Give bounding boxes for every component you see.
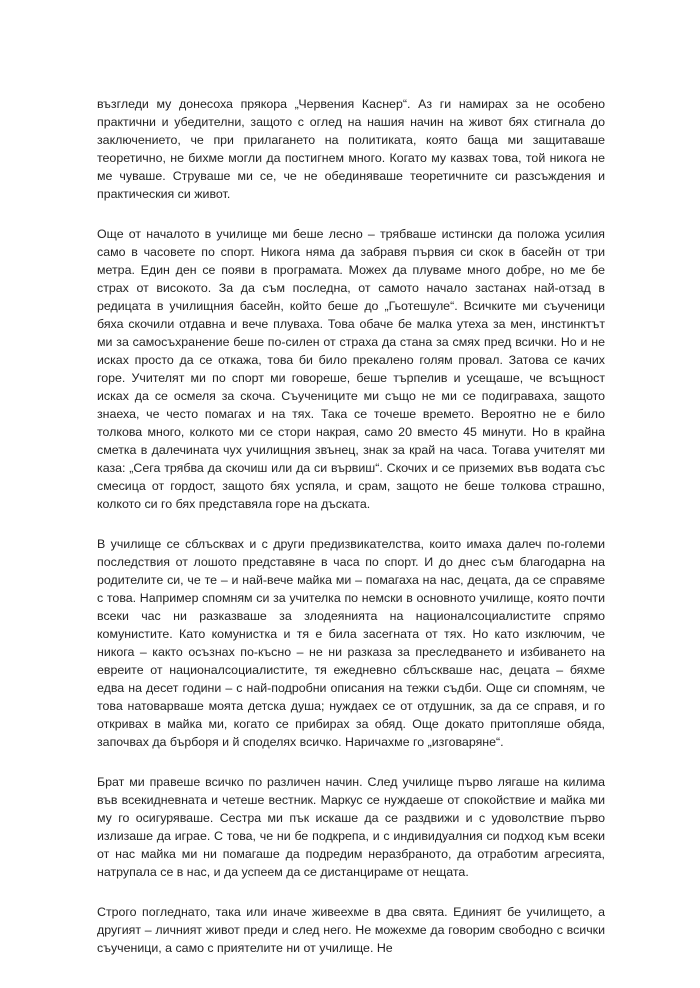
paragraph-3: В училище се сблъсквах и с други предизвикателства, които имаха далеч по-големи последствия от лошото представяне в часа по спорт. И до днес съм благодарна на родителите си, че те – и най-вече майка ми – помагаха на нас, децата, да се справяме с това. Например спомням си за учителка по немски в основното училище, която почти всеки час ни разказваше за злодеянията на националсоциалистите спрямо комунистите. Като комунистка и тя е била засегната от тях. Но като изключим, че никога – както осъзнах по-късно – не ни разказа за преследването и избиването на евреите от националсоциалистите, тя ежедневно сблъскваше нас, децата – бяхме едва на десет години – с най-подробни описания на тежки съдби. Още си спомням, че това натоварваше моята детска душа; нуждаех се от отдушник, за да се справя, и го откривах в майка ми, когато се прибирах за обяд. Още докато притопляше обяда, започвах да бърборя и й споделях всичко. Наричахме го „изговаряне“. bbox=[97, 537, 605, 749]
paragraph-2: Още от началото в училище ми беше лесно – трябваше истински да положа усилия само в часовете по спорт. Никога няма да забравя първия си скок в басейн от три метра. Един ден се появи в програмата. Можех да плуваме много добре, но ме бе страх от високото. За да съм последна, от самото начало застанах най-отзад в редицата в училищния басейн, който беше до „Гьотешуле“. Всичките ми съученици бяха скочили отдавна и вече плуваха. Това обаче бе малка утеха за мен, инстинктът ми за самосъхранение беше по-силен от страха да стана за смях пред всички. Но и не исках просто да се откажа, това би било прекалено голям провал. Затова се качих горе. Учителят ми по спорт ми говореше, беше търпелив и усещаше, че всъщност исках да се осмеля за скоча. Съучениците ми също не ми се подигравaха, защото знаеха, че често помагах и на тях. Така се точеше времето. Вероятно не е било толкова много, колкото ми се стори накрая, само 20 вместо 45 минути. Но в крайна сметка в далечината чух училищния звънец, знак за край на часа. Тогава учителят ми каза: „Сега трябва да скочиш или да си вървиш“. Скочих и се приземих във водата със смесица от гордост, защото бях успяла, и срам, защото не беше толкова страшно, колкото си го бях представяла горе на дъската. bbox=[97, 227, 605, 511]
document-page bbox=[97, 95, 605, 957]
paragraph-5: Строго погледнато, така или иначе живеехме в два свята. Единият бе училището, а другият – личният живот преди и след него. Не можехме да говорим свободно с всички съученици, а само с приятелите ни от училище. Не bbox=[97, 905, 605, 955]
paragraph-4: Брат ми правеше всичко по различен начин. След училище първо лягаше на килима във всекидневната и четеше вестник. Маркус се нуждаеше от спокойствие и майка ми му го осигуряваше. Сестра ми пък искаше да се раздвижи и с удоволствие първо излизаше да играе. С това, че ни бе подкрепа, и с индивидуалния си подход към всеки от нас майка ми ни помагаше да подредим неразбраното, да отработим агресията, натрупала се в нас, и да успеем да се дистанцираме от нещата. bbox=[97, 775, 605, 879]
paragraph-1: възгледи му донесоха прякора „Червения Каснер“. Аз ги намирах за не особено практични и убедителни, защото с оглед на нашия начин на живот бях стигнала до заключението, че при прилагането на политиката, която баща ми защитаваше теоретично, не бихме могли да постигнем много. Когато му казвах това, той никога не ме чуваше. Струваше ми се, че не обединяваше теоретичните си разсъждения и практическия си живот. bbox=[97, 97, 605, 201]
